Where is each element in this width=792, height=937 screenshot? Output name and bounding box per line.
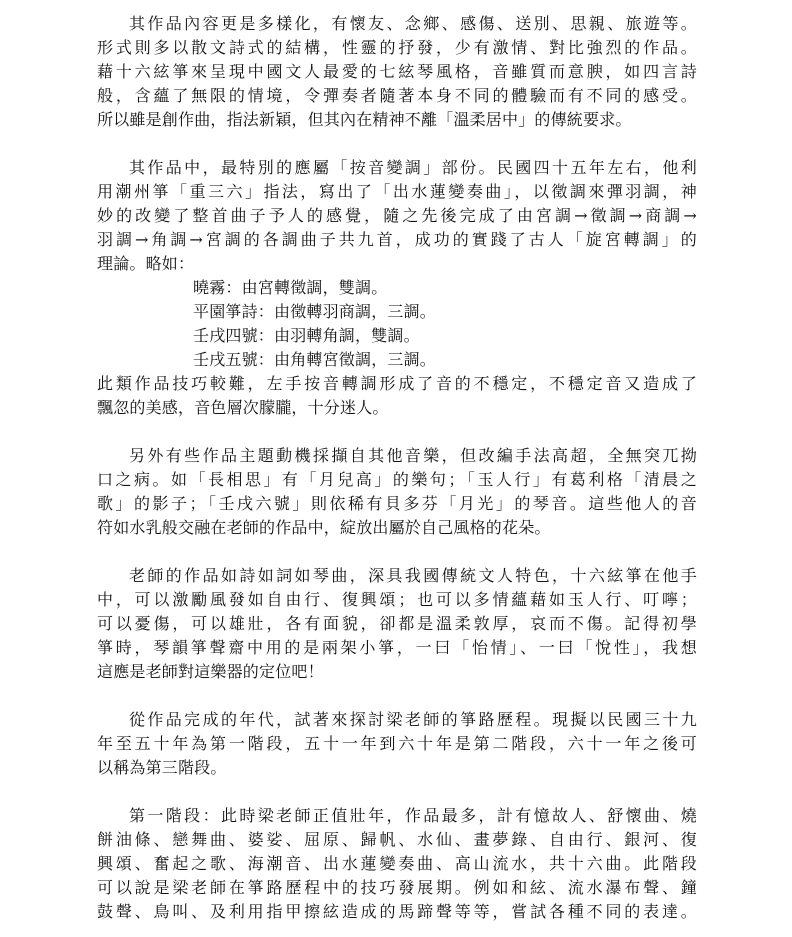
- text-line: 以稱為第三階段。: [97, 758, 227, 777]
- text-line: 飄忽的美感，音色層次朦朧，十分迷人。: [97, 398, 389, 417]
- text-line: 理論。略如：: [97, 254, 195, 273]
- paragraph-gap: [97, 420, 697, 444]
- paragraph-first-stage: [97, 804, 697, 924]
- list-item: 平園箏詩：由徵轉羽商調，三調。: [193, 302, 437, 321]
- text-line: 般，含蘊了無限的情境，令彈奏者隨著本身不同的體驗而有不同的感受。: [97, 86, 697, 105]
- paragraph-content-diversity: [97, 12, 697, 132]
- text-line: 箏時，琴韻箏聲齋中用的是兩架小箏，一曰「怡情」、一曰「悅性」，我想: [97, 638, 697, 657]
- text-line: 年至五十年為第一階段，五十一年到六十年是第二階段，六十一年之後可: [97, 734, 697, 753]
- paragraph-stages-overview: [97, 708, 697, 780]
- text-line: 其作品中，最特別的應屬「按音變調」部份。民國四十五年左右，他利: [129, 158, 697, 177]
- text-line: 鼓聲、鳥叫、及利用指甲擦絃造成的馬蹄聲等等，嘗試各種不同的表達。: [97, 902, 697, 921]
- text-line: 另外有些作品主題動機採擷自其他音樂，但改編手法高超，全無突兀拗: [129, 446, 697, 465]
- text-line: 用潮州箏「重三六」指法，寫出了「出水蓮變奏曲」，以徵調來彈羽調，神: [97, 182, 697, 201]
- text-line: 符如水乳般交融在老師的作品中，綻放出屬於自己風格的花朵。: [97, 518, 551, 537]
- text-line: 此類作品技巧較難，左手按音轉調形成了音的不穩定，不穩定音又造成了: [97, 374, 697, 393]
- document-page: [97, 12, 697, 924]
- text-line: 興頌、奮起之歌、海潮音、出水蓮變奏曲、高山流水，共十六曲。此階段: [97, 854, 697, 873]
- list-item: 壬戌四號：由羽轉角調，雙調。: [193, 326, 420, 345]
- text-line: 形式則多以散文詩式的結構，性靈的抒發，少有激情、對比強烈的作品。: [97, 38, 697, 57]
- paragraph-gap: [97, 684, 697, 708]
- text-line: 所以雖是創作曲，指法新穎，但其內在精神不離「溫柔居中」的傳統要求。: [97, 110, 632, 129]
- text-line: 其作品內容更是多樣化，有懷友、念鄉、感傷、送別、思親、旅遊等。: [129, 14, 697, 33]
- paragraph-gap: [97, 132, 697, 156]
- paragraph-literati-style: [97, 564, 697, 684]
- text-line: 第一階段：此時梁老師正值壯年，作品最多，計有憶故人、舒懷曲、燒: [129, 806, 697, 825]
- paragraph-borrowed-themes: [97, 444, 697, 540]
- list-item: 壬戌五號：由角轉宮徵調，三調。: [193, 350, 437, 369]
- text-line: 老師的作品如詩如詞如琴曲，深具我國傳統文人特色，十六絃箏在他手: [129, 566, 697, 585]
- text-line: 中，可以激勵風發如自由行、復興頌；也可以多情蘊藉如玉人行、叮嚀；: [97, 590, 697, 609]
- text-line: 從作品完成的年代，試著來探討梁老師的箏路歷程。現擬以民國三十九: [129, 710, 697, 729]
- text-line: 羽調→角調→宮調的各調曲子共九首，成功的實踐了古人「旋宮轉調」的: [97, 230, 697, 249]
- text-line: 可以說是梁老師在箏路歷程中的技巧發展期。例如和絃、流水瀑布聲、鐘: [97, 878, 697, 897]
- paragraph-key-change: [97, 156, 697, 420]
- text-line: 餅油條、戀舞曲、婆娑、屈原、歸帆、水仙、畫夢錄、自由行、銀河、復: [97, 830, 697, 849]
- text-line: 藉十六絃箏來呈現中國文人最愛的七絃琴風格，音雖質而意腴，如四言詩: [97, 62, 697, 81]
- text-line: 這應是老師對這樂器的定位吧！: [97, 662, 324, 681]
- text-line: 歌」的影子；「壬戌六號」則依稀有貝多芬「月光」的琴音。這些他人的音: [97, 494, 697, 513]
- paragraph-gap: [97, 540, 697, 564]
- list-item: 曉霧：由宮轉徵調，雙調。: [193, 278, 388, 297]
- text-line: 妙的改變了整首曲子予人的感覺，隨之先後完成了由宮調→徵調→商調→: [97, 206, 697, 225]
- works-list: [97, 276, 697, 372]
- paragraph-gap: [97, 780, 697, 804]
- text-line: 可以憂傷，可以雄壯，各有面貌，卻都是溫柔敦厚，哀而不傷。記得初學: [97, 614, 697, 633]
- text-line: 口之病。如「長相思」有「月兒高」的樂句；「玉人行」有葛利格「清晨之: [97, 470, 697, 489]
